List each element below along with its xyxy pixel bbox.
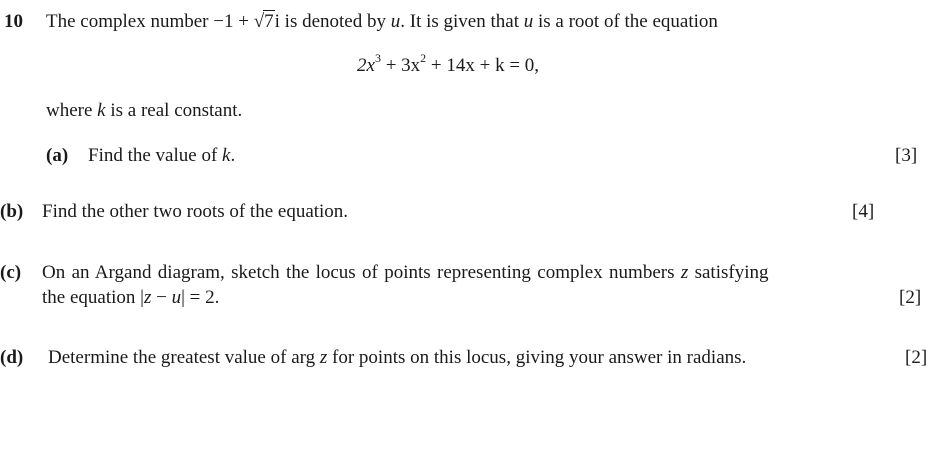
part-c-line2-b: − bbox=[151, 287, 172, 308]
part-a-text-b: . bbox=[230, 145, 236, 166]
where-text-b: is a real constant. bbox=[105, 100, 243, 121]
intro-text-b: is denoted by bbox=[279, 11, 391, 32]
part-b-label: (b) bbox=[0, 201, 24, 222]
part-c-line-2 bbox=[42, 287, 219, 309]
intro-text-c: . It is given that bbox=[400, 11, 524, 32]
u-variable-2: u bbox=[523, 11, 534, 32]
u-variable: u bbox=[390, 11, 401, 32]
sqrt-radicand: 7 bbox=[264, 11, 274, 32]
sqrt-7: √7 bbox=[253, 11, 274, 32]
intro-text-d: is a root of the equation bbox=[533, 11, 718, 32]
equation-term-2: + 3x bbox=[380, 55, 421, 76]
u-expr-prefix: −1 + bbox=[213, 11, 254, 32]
intro-text-a: The complex number bbox=[46, 11, 214, 32]
part-a-text-a: Find the value of bbox=[88, 145, 223, 166]
part-c-label: (c) bbox=[0, 262, 22, 283]
equation-term-1: 2x bbox=[357, 55, 375, 76]
part-c-line1-b: satisfying bbox=[688, 262, 769, 283]
question-intro bbox=[46, 11, 718, 33]
part-c-line1-a: On an Argand diagram, sketch the locus of points representing complex numbers bbox=[42, 262, 681, 283]
u-expr-suffix: i bbox=[274, 11, 280, 32]
part-a-var: k bbox=[222, 145, 231, 166]
part-c-line2-u: u bbox=[171, 287, 182, 308]
part-c-line2-a: the equation | bbox=[42, 287, 144, 308]
equation-term-3: + 14x + k = 0, bbox=[426, 55, 540, 76]
part-d-marks: [2] bbox=[905, 347, 928, 368]
where-line bbox=[46, 100, 242, 122]
part-b-marks: [4] bbox=[852, 201, 875, 222]
part-d-text bbox=[48, 347, 746, 369]
part-a-marks: [3] bbox=[895, 145, 918, 166]
part-b-text: Find the other two roots of the equation. bbox=[42, 201, 349, 222]
part-a-text bbox=[88, 145, 235, 167]
where-text-a: where bbox=[46, 100, 98, 121]
part-c-marks: [2] bbox=[899, 287, 922, 308]
part-c-z-var: z bbox=[680, 262, 689, 283]
u-expression bbox=[213, 11, 280, 32]
part-a-label: (a) bbox=[46, 145, 69, 166]
cubic-equation bbox=[357, 50, 540, 77]
k-variable: k bbox=[97, 100, 106, 121]
part-c-line2-c: | = 2. bbox=[181, 287, 220, 308]
part-d-text-b: for points on this locus, giving your answer in radians. bbox=[327, 347, 747, 368]
equation-exponent-2: 2 bbox=[420, 50, 427, 65]
part-d-z-var: z bbox=[319, 347, 328, 368]
part-c-line-1 bbox=[42, 262, 769, 284]
part-d-label: (d) bbox=[0, 347, 24, 368]
part-c-line2-z: z bbox=[143, 287, 152, 308]
part-d-text-a: Determine the greatest value of arg bbox=[48, 347, 320, 368]
equation-exponent-3: 3 bbox=[374, 50, 381, 65]
question-number: 10 bbox=[4, 11, 23, 32]
